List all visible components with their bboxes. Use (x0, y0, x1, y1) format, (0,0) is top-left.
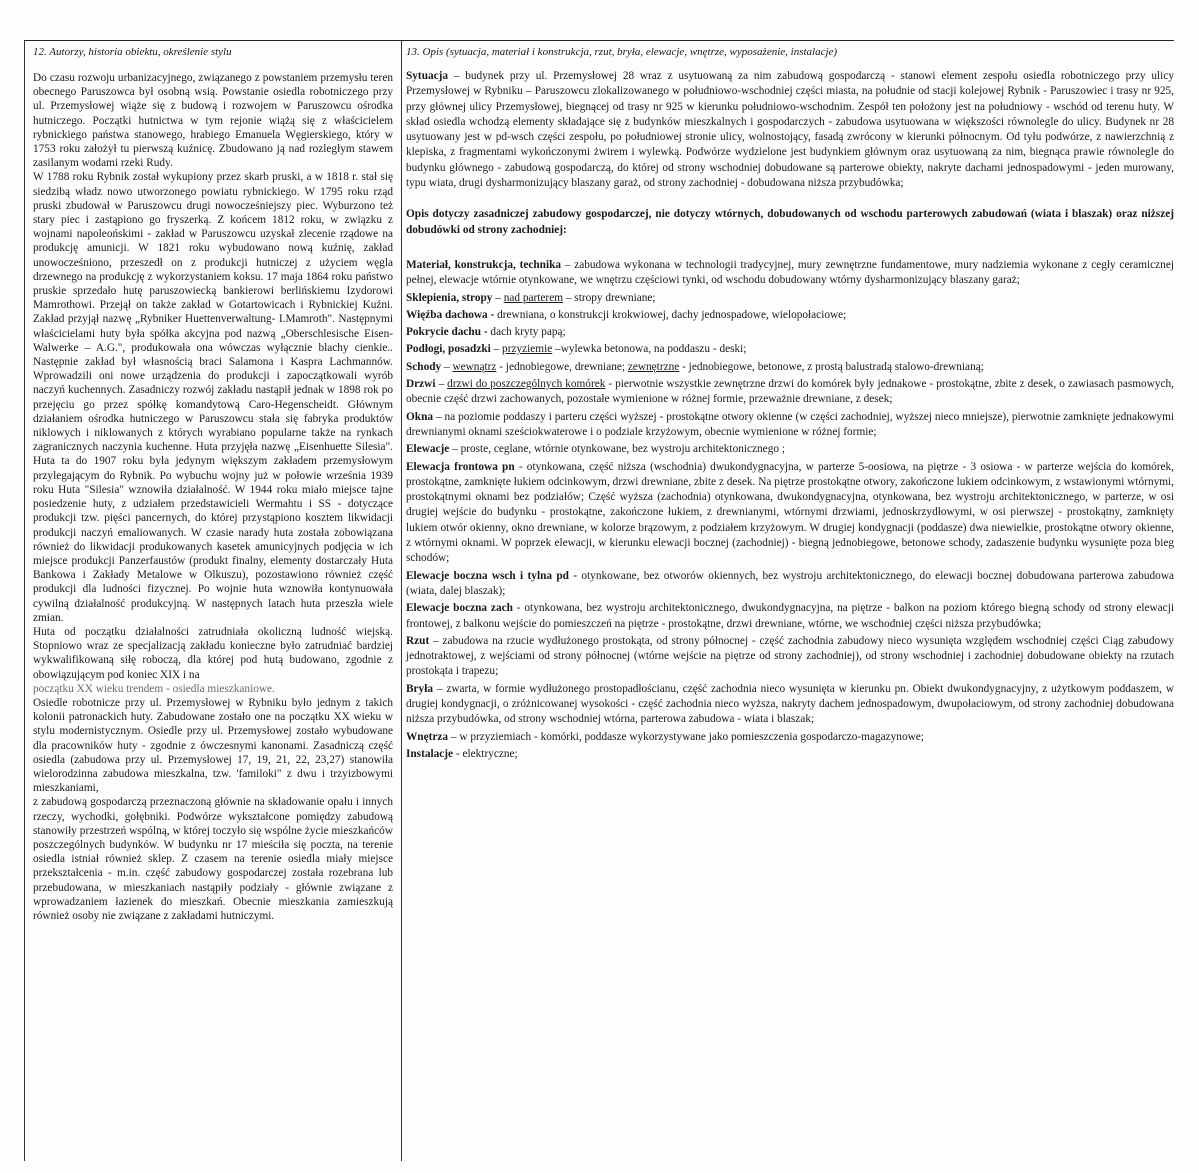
sklepienia-entry (406, 291, 1174, 306)
okna-label: Okna (406, 410, 434, 423)
history-paragraph-1: Do czasu rozwoju urbanizacyjnego, związanego z powstaniem przemysłu teren obecnego Paruszowca był osobną wsią. Powstanie osiedla robotniczego przy ul. Przemysłowej wiąże się z budową i rozwojem w Paruszowcu ośrodka hutniczego. Początki hutnictwa w tym rejonie wiążą się z właścicielem rybnickiego państwa stanowego, hrabiego Emanuela Węgierskiego, który w 1753 roku założył tu pierwszą kuźnicę. Zbudowano ją nad rozległym stawem zasilanym wodami rzeki Rudy. (33, 72, 393, 170)
instalacje-text: - elektryczne; (453, 747, 518, 760)
schody-label: Schody (406, 360, 442, 373)
podlogi-dash: – (490, 343, 503, 356)
material-text: – zabudowa wykonana w technologii tradycyjnej, mury zewnętrzne fundamentowe, mury nadziemia wykonane z cegły ceramicznej pełnej, elewacje wtórnie otynkowane, we wnętrzu częściowi tynki, od wschodu dobudowany wtórny dysharmonizujący blaszany garaż; (406, 258, 1174, 287)
drzwi-text: - pierwotnie wszystkie zewnętrzne drzwi do komórek były jednakowe - prostokątne, zbite z desek, o zawiasach pasmowych, obecnie część drzwi zachowanych, pozostałe wymienione w różnej formie, przeważnie drewniane, z desek; (406, 378, 1174, 406)
schody-entry (406, 360, 1174, 375)
wnetrza-label: Wnętrza (406, 730, 449, 743)
material-label: Materiał, konstrukcja, technika (406, 258, 562, 271)
document-sheet (24, 40, 1174, 1161)
description-heading: 13. Opis (sytuacja, materiał i konstrukcja, rzut, bryła, elewacje, wnętrze, wyposażenie, instalacje) (406, 46, 838, 58)
schody-text-outside: - jednobiegowe, betonowe, z prostą balustradą stalowo-drewnianą; (679, 360, 984, 373)
pokrycie-text: dach kryty papą; (487, 326, 566, 339)
drzwi-dash: – (435, 378, 448, 391)
history-paragraph-2: W 1788 roku Rybnik został wykupiony przez skarb pruski, a w 1818 r. stał się siedzibą władz nowo utworzonego powiatu rybnickiego. W 1795 roku rząd pruski zbudował w Paruszowcu drugi nowocześniejszy piec. Wyburzono też stary piec i zastąpiono go fryszerką. Z końcem 1812 roku, w związku z wojnami napoleońskimi - zakład w Paruszowcu uzyskał zlecenie rządowe na produkcję amunicji. W 1821 roku wybudowano nową kuźnię, zakład unowocześniono, przeszedł on z produkcji hutniczej z użyciem węgla drzewnego na produkcję z wykorzystaniem koksu. 17 maja 1864 roku państwo pruskie sprzedało hutę paruszowiecką bankierowi berlińskiemu Izydorowi Mamrothowi. Przejął on także zakład w Gotartowicach i Rybnickiej Kuźni. Zakład przyjął nazwę „Rybniker Huettenverwaltung- I.Mamroth". Następnymi właścicielami huty była spółka akcyjna pod nazwą „Oberschlesische Eisen-Walwerke – A.G.", produkowała ona wówczas wyłącznie blachy cienkie.. Następnie zakład był własnością braci Salamona i Kaspra Lachmannów. Wprowadzili oni nowe urządzenia do produkcji i zapoczątkowali wyrób naczyń kuchennych. Zasadniczy rozwój zakładu nastąpił jednak w 1898 rok po przejęciu go przez spółkę komandytową Caro-Hegenscheidt. Głównym działaniem ośrodka hutniczego w Paruszowcu stała się fabryka produktów niklowych i niklowanych z których wyrabiano popularne także na rynkach zagranicznych naczynia kuchenne. Huta przyjęła nazwę „Eisenhuette Silesia". Huta ta do 1907 roku była jedynym większym zakładem przemysłowym przylegającym do Rybnik. Po wybuchu wojny już w połowie września 1939 roku Huta "Silesia" wznowiła działalność. W 1944 roku miało miejsce tajne posiedzenie huty, z udziałem przedstawicieli Wermahtu i SS - dotyczące produkcji tzw. pięści pancernych, do której przystąpiono kosztem likwidacji produkcji naczyń emaliowanych. W czasie narady huta została zobowiązana również do likwidacji produkowanych kasetek amunicyjnych podjęcia w ich miejsce produkcji Panzerfaustów (produkt finalny, elementy dostarczały Huta Bankowa i Zakłady Metalowe w Olkuszu), pozostawiono również część produkcji dla ludności fizycznej. Po wojnie huta wznowiła kontynuowała cywilną działalność produkcyjną. W następnych latach huta przeszła wiele zmian. (33, 171, 393, 624)
wiezba-text: drewniana, o konstrukcji krokwiowej, dachy jednospadowe, wielopołaciowe; (494, 308, 847, 321)
sklepienia-dash: – (492, 291, 504, 304)
elewacje-boczna-wsch-text: otynkowane, bez otworów okiennych, bez wystroju architektonicznego, do elewacji bocznej dobudowana parterowa zabudowa (wiata, dalej blaszak); (406, 569, 1174, 597)
elewacje-text: – proste, ceglane, wtórnie otynkowane, bez wystroju architektonicznego ; (449, 443, 785, 456)
sytuacja-text: – budynek przy ul. Przemysłowej 28 wraz z usytuowaną za nim zabudową gospodarczą - stanowi element zespołu osiedla robotniczego przy ulicy Przemysłowej w Rybniku – Paruszowcu zlokalizowanego w południowo-wschodniej części miasta, na południe od stacji kolejowej Rybnik - Paruszowiec i trasy nr 925, przy głównej ulicy Przemysłowej, biegnącej od trasy nr 925 w kierunku południowo-wschodnim. Zespół ten położony jest na południowy - wschód od terenu huty. W skład osiedla wchodzą elementy składające się z budynków mieszkalnych i gospodarczych - zabudowa usytuowana w większości równolegle do ulicy. Budynek nr 28 usytuowany jest w pd-wsch części zespołu, po południowej stronie ulicy, wolnostojący, fasadą zwrócony w kierunki północnym. Od tyłu podwórze, z nawierzchnią z klepiska, z fragmentami wykończonymi żwirem i wylewką. Podwórze wydzielone jest budynkiem głównym oraz usytuowaną za nim, biegnąca prawie równolegle do budynku głównego - zabudową gospodarczą, do której od strony wschodniej dobudowane są parterowe obiekty, nakryte dachami jednospadowymi - jeden murowany, typu wiata, drugi dysharmonizujący blaszany garaż, od strony zachodniej - dobudowana niższa przybudówka; (406, 70, 1174, 190)
history-paragraph-4: Osiedle robotnicze przy ul. Przemysłowej w Rybniku było jednym z takich kolonii patronackich huty. Zabudowane zostało one na początku XX wieku w stylu modernistycznym. Osiedle przy ul. Przemysłowej zostało wybudowane dla pracowników huty - zgodnie z ówczesnymi kanonami. Zasadniczą część osiedla (zabudowa przy ul. Przemysłowej 17, 19, 21, 22, 23,27) stanowiła wielorodzinna zabudowa mieszkalna, tzw. 'familoki" z dwu i trzyizbowymi mieszkaniami, (33, 696, 393, 795)
schody-underlined-inside: wewnątrz (452, 360, 497, 373)
history-paragraph-5: z zabudową gospodarczą przeznaczoną głównie na składowanie opału i innych rzeczy, wychodki, gołębniki. Podwórze wykształcone pomiędzy zabudową stanowiły przestrzeń wspólną, w której toczyło się wspólne życie mieszkańców poszczególnych budynków. W budynku nr 17 mieściła się poczta, na terenie osiedla istniał również sklep. Z czasem na terenie osiedla miały miejsce przekształcenia - m.in. część zabudowy gospodarczej została rozebrana lub przebudowana, w mieszkaniach nastąpiły podziały - głównie związane z wprowadzaniem łazienek do mieszkań. Obecnie mieszkania zamieszkują również osoby nie związane z zakładami hutniczymi. (33, 796, 393, 922)
history-paragraph-3: Huta od początku działalności zatrudniała okoliczną ludność wiejską. Stopniowo wraz ze specjalizacją zakładu konieczne było zatrudniać bardziej wykwalifikowaną siłę roboczą, dla której pod hutą budowano, zgodnie z obowiązującym pod koniec XIX i na (33, 625, 393, 681)
history-column (24, 41, 402, 1161)
okna-entry (406, 410, 1174, 441)
elewacje-entry (406, 442, 1174, 457)
schody-underlined-outside: zewnętrzne (627, 360, 680, 373)
okna-text: – na poziomie poddaszy i parteru części wyższej - prostokątne otwory okienne (w części zachodniej, wyższej nieco mniejsze), pierwotnie zamknięte jednakowymi drewnianymi oknami sześciokwaterowe i o podziale krzyżowym, obecnie wymienione w różnej formie; (406, 410, 1174, 438)
rzut-entry (406, 634, 1174, 680)
rzut-text: – zabudowa na rzucie wydłużonego prostokąta, od strony północnej - część zachodnia zabudowy nieco wysunięta względem wschodniej części Ciąg zabudowy jednotraktowej, z wejściami od strony północnej (wtórne wejście na piętrze od strony zachodniej), od strony wschodniej i zachodniej dobudowane obiekty na rzutach prostokąta i trapezu; (406, 634, 1174, 678)
elewacje-boczna-wsch-label: Elewacje boczna wsch i tylna pd - (406, 569, 578, 582)
sytuacja-label: Sytuacja (406, 70, 449, 82)
drzwi-label: Drzwi (406, 378, 436, 391)
wiezba-entry (406, 308, 1174, 323)
drzwi-underlined: drzwi do poszczególnych komórek (447, 378, 606, 391)
schody-text-inside: - jednobiegowe, drewniane; (496, 360, 628, 373)
elewacja-frontowa-entry (406, 460, 1174, 567)
history-heading: 12. Autorzy, historia obiektu, określenie stylu (33, 46, 232, 58)
elewacje-label: Elewacje (406, 443, 450, 456)
elewacje-boczna-zach-text: - otynkowana, bez wystroju architektonicznego, dwukondygnacyjna, na piętrze - balkon na poziom którego biegną schody od strony elewacji frontowej, z balkonu wejście do pomieszczeń na piętrze - prostokątne, drzwi drewniane, wtórne, we wschodniej części niższa przybudówka; (406, 602, 1174, 630)
sklepienia-underlined: nad parterem (503, 291, 563, 304)
sklepienia-label: Sklepienia, stropy (406, 291, 493, 304)
description-column (402, 41, 1174, 1161)
podlogi-text: –wylewka betonowa, na poddaszu - deski; (552, 343, 747, 356)
opis-note: Opis dotyczy zasadniczej zabudowy gospodarczej, nie dotyczy wtórnych, dobudowanych od wschodu parterowych zabudowań (wiata i blaszak) oraz niższej dobudówki od strony zachodniej: (406, 208, 1174, 236)
sklepienia-text: – stropy drewniane; (563, 291, 656, 304)
podlogi-underlined: przyziemie (502, 343, 553, 356)
schody-dash: – (441, 360, 453, 373)
material-entry (406, 258, 1174, 289)
wnetrza-entry (406, 730, 1174, 745)
drzwi-entry (406, 377, 1174, 408)
elewacje-boczna-zach-entry (406, 601, 1174, 632)
elewacja-frontowa-text: - otynkowana, część niższa (wschodnia) dwukondygnacyjna, w parterze 5-oosiowa, na piętrze - 3 osiowa - w parterze wejścia do komórek, prostokątne, zamknięte łukiem odcinkowym, drzwi drewniane, zbite z desek. Na piętrze prostokątne otwory, zakończone lukiem odcinkowym, z wstawionymi wtórnymi, prostokątnymi oknami bez podziałów; Część wyższa (zachodnia) otynkowana, dwukondygnacyjna, otynkowana, bez wystroju architektonicznego, w parterze, w osi drugiej wejście do budynku - prostokątne, zakończone łukiem, z drewnianymi, wtórnymi drzwiami, jednoskrzydłowymi, w osi pierwszej - prostokątny, zamknięty lukiem otwór okienny, okno drewniane, w kolorze brązowym, z podziałem krzyżowym. W drugiej kondygnacji (poddasze) dwa niewielkie, prostokątne otwory okienne, z wtórnymi oknami. W poprzek elewacji, w kierunku elewacji bocznej (zachodniej) - biegną jednobiegowe, betonowe schody, zadaszenie budynku wysunięte poza bieg schodów; (406, 460, 1174, 565)
elewacja-frontowa-label: Elewacja frontowa pn (406, 460, 515, 473)
podlogi-entry (406, 342, 1174, 357)
instalacje-entry (406, 747, 1174, 762)
bryla-entry (406, 682, 1174, 728)
wnetrza-text: – w przyziemiach - komórki, poddasze wykorzystywane jako pomieszczenia gospodarczo-magazynowe; (448, 730, 924, 743)
bryla-label: Bryła (406, 682, 433, 695)
elewacje-boczna-zach-label: Elewacje boczna zach (406, 602, 513, 615)
instalacje-label: Instalacje (406, 747, 454, 760)
pokrycie-label: Pokrycie dachu - (406, 326, 488, 339)
bryla-text: – zwarta, w formie wydłużonego prostopadłościanu, część zachodnia nieco wysunięta w kierunku pn. Obiekt dwukondygnacyjny, z użytkowym poddaszem, w drugiej kondygnacji, o zróżnicowanej wysokości - część zachodnia nieco wyższa, nakryty dachem jednospadowym, dwupołaciowym, od strony zachodniej dobudowana niższa przybudówka, od strony wschodniej wtórna, parterowa zabudowa - wiata i blaszak; (406, 682, 1174, 726)
wiezba-label: Więźba dachowa - (406, 308, 495, 321)
history-paragraph-3-cutoff: początku XX wieku trendem - osiedla mieszkaniowe. (33, 682, 275, 695)
rzut-label: Rzut (406, 634, 430, 647)
podlogi-label: Podłogi, posadzki (406, 343, 491, 356)
elewacje-boczna-wsch-entry (406, 569, 1174, 600)
sytuacja-entry (406, 69, 1174, 191)
pokrycie-entry (406, 325, 1174, 340)
